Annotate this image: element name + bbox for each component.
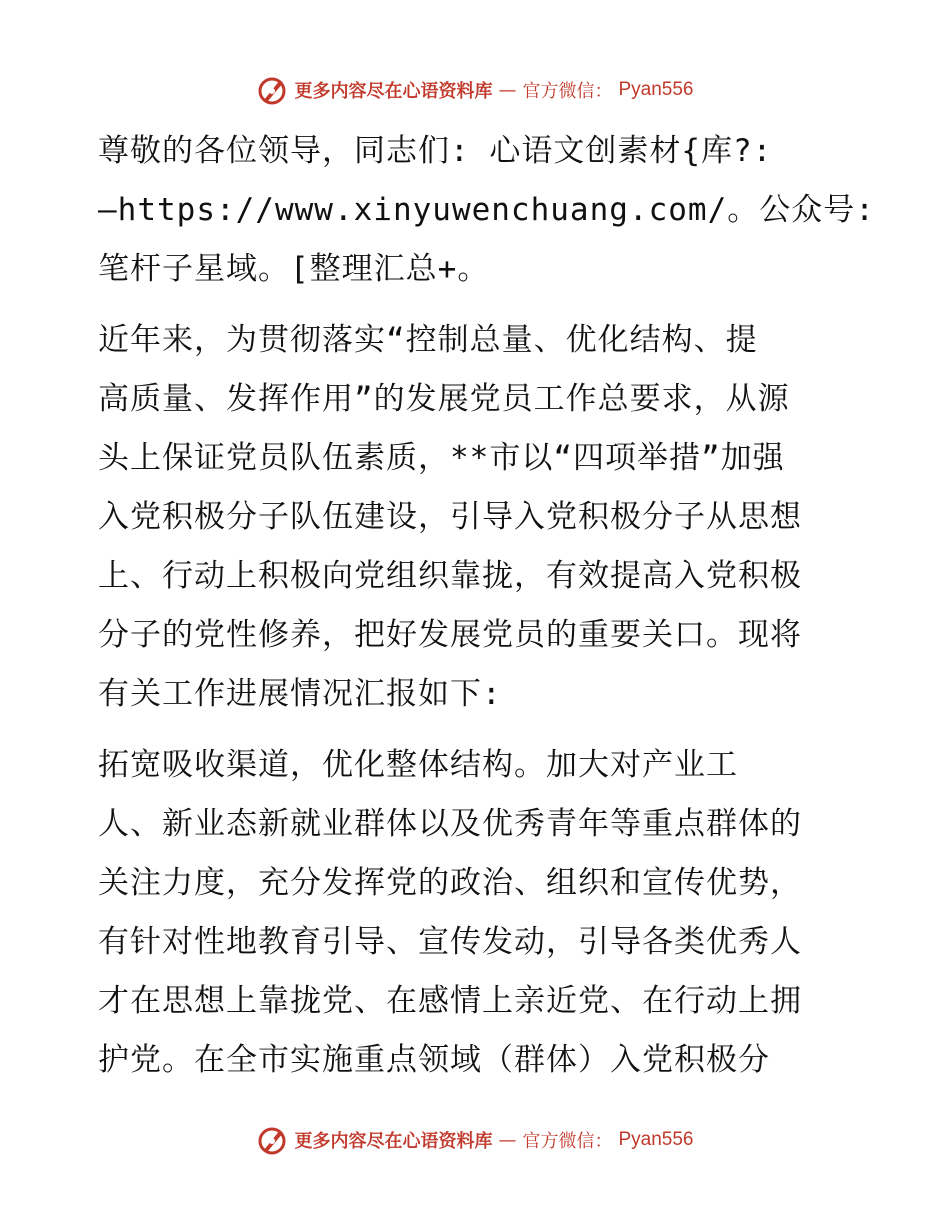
- quill-logo-icon: [256, 1124, 288, 1156]
- text-line: 分子的党性修养，把好发展党员的重要关口。现将: [98, 617, 802, 653]
- footer-banner: [0, 1120, 950, 1160]
- paragraph-intro: [98, 311, 858, 724]
- text-line: 入党积极分子队伍建设，引导入党积极分子从思想: [98, 499, 802, 535]
- document-body: [98, 122, 875, 1102]
- text-line: —https://www.xinyuwenchuang.com/。公众号:: [98, 192, 875, 228]
- text-line: 人、新业态新就业群体以及优秀青年等重点群体的: [98, 806, 802, 842]
- text-line: 上、行动上积极向党组织靠拢，有效提高入党积极: [98, 558, 802, 594]
- banner-main-text: 更多内容尽在心语资料库: [294, 81, 493, 102]
- banner-dash: —: [498, 79, 517, 101]
- banner-wechat-label: 官方微信：: [522, 81, 613, 102]
- text-line: 笔杆子星域。[整理汇总+。: [98, 251, 490, 287]
- text-line: 护党。在全市实施重点领域（群体）入党积极分: [98, 1042, 770, 1078]
- text-line: 尊敬的各位领导，同志们: 心语文创素材{库?:: [98, 133, 773, 169]
- text-line: 才在思想上靠拢党、在感情上亲近党、在行动上拥: [98, 983, 802, 1019]
- banner-wechat-label: 官方微信：: [522, 1131, 613, 1152]
- text-line: 有关工作进展情况汇报如下:: [98, 676, 502, 712]
- text-line: 头上保证党员队伍素质，**市以“四项举措”加强: [98, 440, 785, 476]
- text-line: 拓宽吸收渠道，优化整体结构。加大对产业工: [98, 747, 738, 783]
- banner-dash: —: [498, 1129, 517, 1151]
- text-line: 高质量、发挥作用”的发展党员工作总要求，从源: [98, 381, 790, 417]
- text-line: 近年来，为贯彻落实“控制总量、优化结构、提: [98, 322, 758, 358]
- paragraph-salutation: [98, 122, 875, 299]
- text-line: 有针对性地教育引导、宣传发动，引导各类优秀人: [98, 924, 802, 960]
- paragraph-section-one: [98, 736, 858, 1090]
- banner-wechat-id: Pyan556: [618, 1129, 694, 1150]
- banner-main-text: 更多内容尽在心语资料库: [294, 1131, 493, 1152]
- banner-wechat-id: Pyan556: [618, 79, 694, 100]
- header-banner: [0, 70, 950, 110]
- quill-logo-icon: [256, 74, 288, 106]
- text-line: 关注力度，充分发挥党的政治、组织和宣传优势，: [98, 865, 802, 901]
